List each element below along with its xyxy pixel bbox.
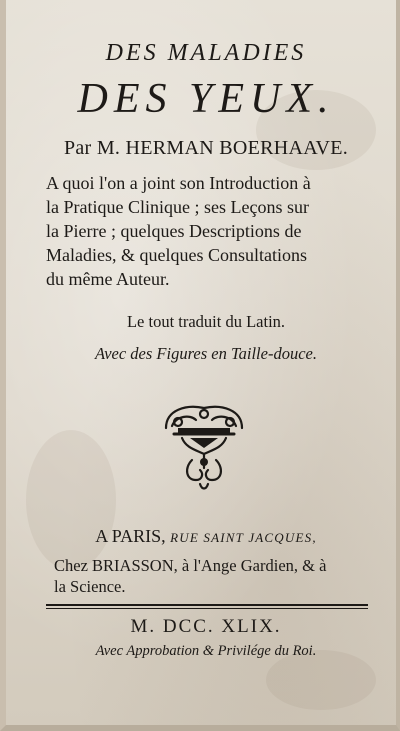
imprint-city: A PARIS, [95, 526, 166, 546]
fleuron-ornament-icon [156, 398, 252, 494]
figures-note: Avec des Figures en Taille-douce. [95, 344, 317, 363]
description-line: du même Auteur. [46, 269, 170, 289]
author-line: Par M. HERMAN BOERHAAVE. [63, 137, 349, 159]
imprint-publisher-line: la Science. [54, 577, 126, 596]
divider-rule [46, 608, 368, 609]
translation-note: Le tout traduit du Latin. [126, 312, 286, 331]
paper-stain [26, 430, 116, 570]
description-line: la Pierre ; quelques Descriptions de [46, 221, 302, 241]
privilege-line: Avec Approbation & Privilége du Roi. [95, 643, 317, 659]
description-line: A quoi l'on a joint son Introduction à [46, 173, 311, 193]
imprint-city-line [6, 526, 400, 547]
description-paragraph [46, 171, 376, 291]
description-line: Maladies, & quelques Consultations [46, 245, 307, 265]
imprint-publisher [54, 555, 364, 597]
title-line-2: DES YEUX. [77, 76, 335, 122]
imprint-publisher-line: Chez BRIASSON, à l'Ange Gardien, & à [54, 556, 327, 575]
imprint-street: RUE SAINT JACQUES, [170, 530, 317, 545]
publication-date: M. DCC. XLIX. [130, 616, 282, 637]
description-line: la Pratique Clinique ; ses Leçons sur [46, 197, 309, 217]
title-line-1: DES MALADIES [105, 40, 307, 66]
divider-rule [46, 604, 368, 606]
